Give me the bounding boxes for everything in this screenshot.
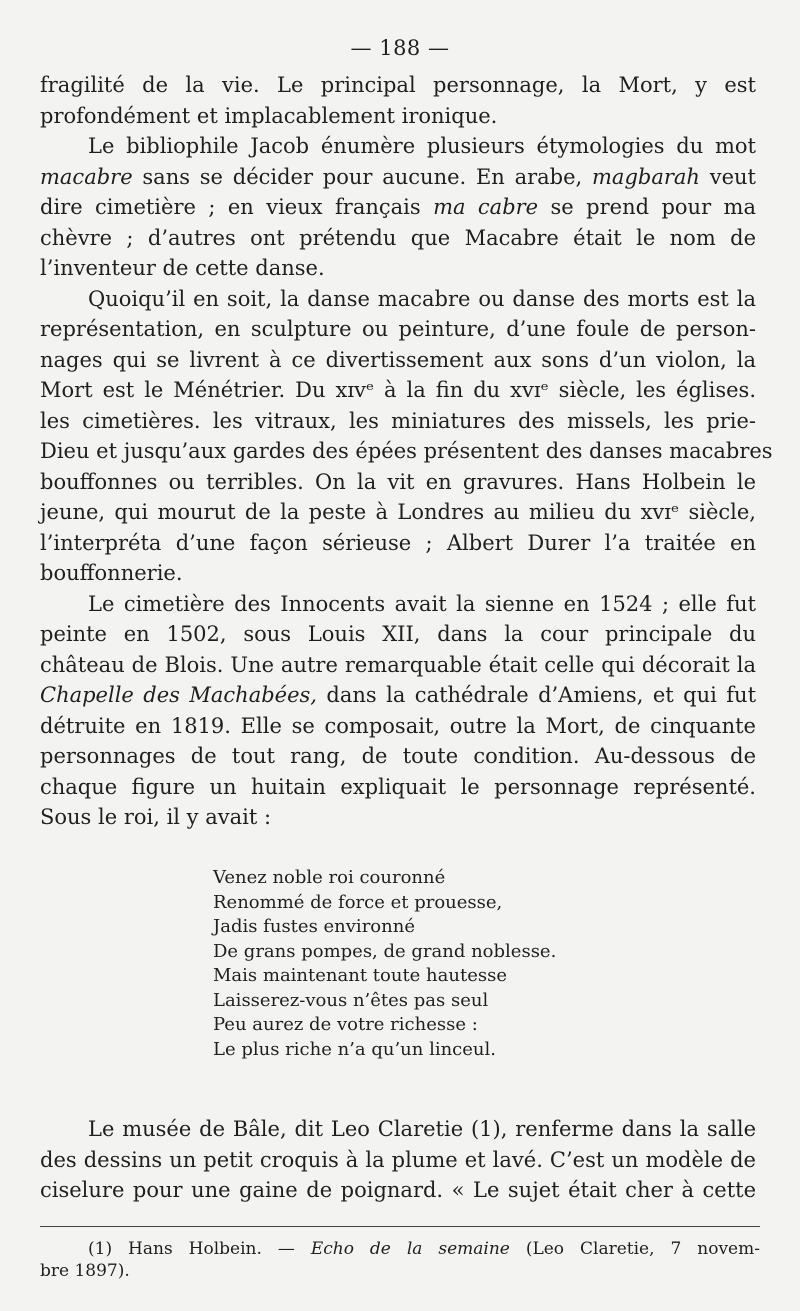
- paragraph-line: Sous le roi, il y avait :: [40, 805, 272, 829]
- paragraph-line: Le cimetière des Innocents avait la sienne en 1524 ; elle fut: [88, 591, 756, 616]
- footnote: [40, 1238, 760, 1282]
- paragraph-line: Mort est le Ménétrier. Du xɪᴠᵉ à la fin du xᴠɪᵉ siècle, les églises.: [40, 378, 756, 402]
- paragraph-line: chèvre ; d’autres ont prétendu que Macabre était le nom de: [40, 225, 756, 250]
- paragraph-line: [40, 162, 756, 193]
- poem-line: Peu aurez de votre richesse :: [213, 1014, 478, 1035]
- paragraph-line: représentation, en sculpture ou peinture, d’une foule de person-: [40, 317, 756, 341]
- paragraph-line: des dessins un petit croquis à la plume et lavé. C’est un modèle de: [40, 1147, 756, 1172]
- paragraph-line: château de Blois. Une autre remarquable était celle qui décorait la: [40, 652, 756, 677]
- text-run: se prend pour ma: [538, 195, 756, 219]
- paragraph-line: Dieu et jusqu’aux gardes des épées présentent des danses macabres: [40, 439, 773, 463]
- italic-term: Chapelle des Machabées,: [40, 683, 317, 707]
- italic-term: Echo de la semaine: [310, 1239, 510, 1259]
- footnote-line: bre 1897).: [40, 1261, 130, 1281]
- text-run: (1) Hans Holbein. —: [88, 1239, 311, 1259]
- paragraph-line: bouffonnerie.: [40, 561, 183, 585]
- italic-term: macabre: [40, 164, 133, 189]
- poem-line: De grans pompes, de grand noblesse.: [213, 940, 557, 962]
- paragraph-line: personnages de tout rang, de toute condition. Au-dessous de: [40, 744, 756, 768]
- poem-stanza: [213, 866, 556, 1062]
- paragraph-line: les cimetières. les vitraux, les miniatures des missels, les prie-: [40, 408, 756, 433]
- main-text-upper: [40, 70, 773, 833]
- poem-line: Renommé de force et prouesse,: [213, 891, 503, 913]
- paragraph-line: jeune, qui mourut de la peste à Londres au milieu du xᴠɪᵉ siècle,: [40, 500, 756, 524]
- paragraph-line: détruite en 1819. Elle se composait, outre la Mort, de cinquante: [40, 713, 756, 738]
- main-text-lower: [40, 1114, 756, 1206]
- poem-line: Jadis fustes environné: [213, 916, 415, 937]
- text-run: dire cimetière ; en vieux français: [40, 195, 434, 219]
- text-run: (Leo Claretie, 7 novem-: [509, 1239, 760, 1259]
- paragraph-line: l’interpréta d’une façon sérieuse ; Albert Durer l’a traitée en: [40, 530, 756, 555]
- page-number: — 188 —: [350, 36, 450, 60]
- paragraph-line: ciselure pour une gaine de poignard. « Le sujet était cher à cette: [40, 1178, 756, 1202]
- text-run: dans la cathédrale d’Amiens, et qui fut: [316, 683, 757, 707]
- italic-term: magbarah: [592, 164, 700, 189]
- footnote-line: [40, 1238, 760, 1260]
- poem-line: Venez noble roi couronné: [213, 867, 446, 888]
- paragraph-line: bouffonnes ou terribles. On la vit en gravures. Hans Holbein le: [40, 469, 756, 494]
- paragraph-line: Le musée de Bâle, dit Leo Claretie (1), renferme dans la salle: [88, 1117, 756, 1141]
- text-run: veut: [699, 164, 756, 189]
- paragraph-line: chaque figure un huitain expliquait le personnage représenté.: [40, 774, 756, 799]
- paragraph-line: [40, 680, 756, 711]
- text-run: sans se décider pour aucune. En arabe,: [132, 164, 593, 189]
- paragraph-line: profondément et implacablement ironique.: [40, 103, 498, 128]
- italic-term: ma cabre: [433, 195, 539, 219]
- paragraph-line: nages qui se livrent à ce divertissement aux sons d’un violon, la: [40, 347, 756, 372]
- poem-line: Mais maintenant toute hautesse: [213, 965, 507, 986]
- footnote-divider: [40, 1226, 760, 1227]
- paragraph-line: fragilité de la vie. Le principal personnage, la Mort, y est: [40, 73, 756, 97]
- paragraph-line: l’inventeur de cette danse.: [40, 256, 325, 280]
- paragraph-line: Quoiqu’il en soit, la danse macabre ou danse des morts est la: [88, 286, 756, 311]
- poem-line: Laisserez-vous n’êtes pas seul: [213, 989, 489, 1011]
- paragraph-line: peinte en 1502, sous Louis XII, dans la cour principale du: [40, 622, 756, 646]
- paragraph-line: [40, 192, 756, 223]
- paragraph-line: Le bibliophile Jacob énumère plusieurs étymologies du mot: [88, 134, 756, 158]
- poem-line: Le plus riche n’a qu’un linceul.: [213, 1038, 496, 1060]
